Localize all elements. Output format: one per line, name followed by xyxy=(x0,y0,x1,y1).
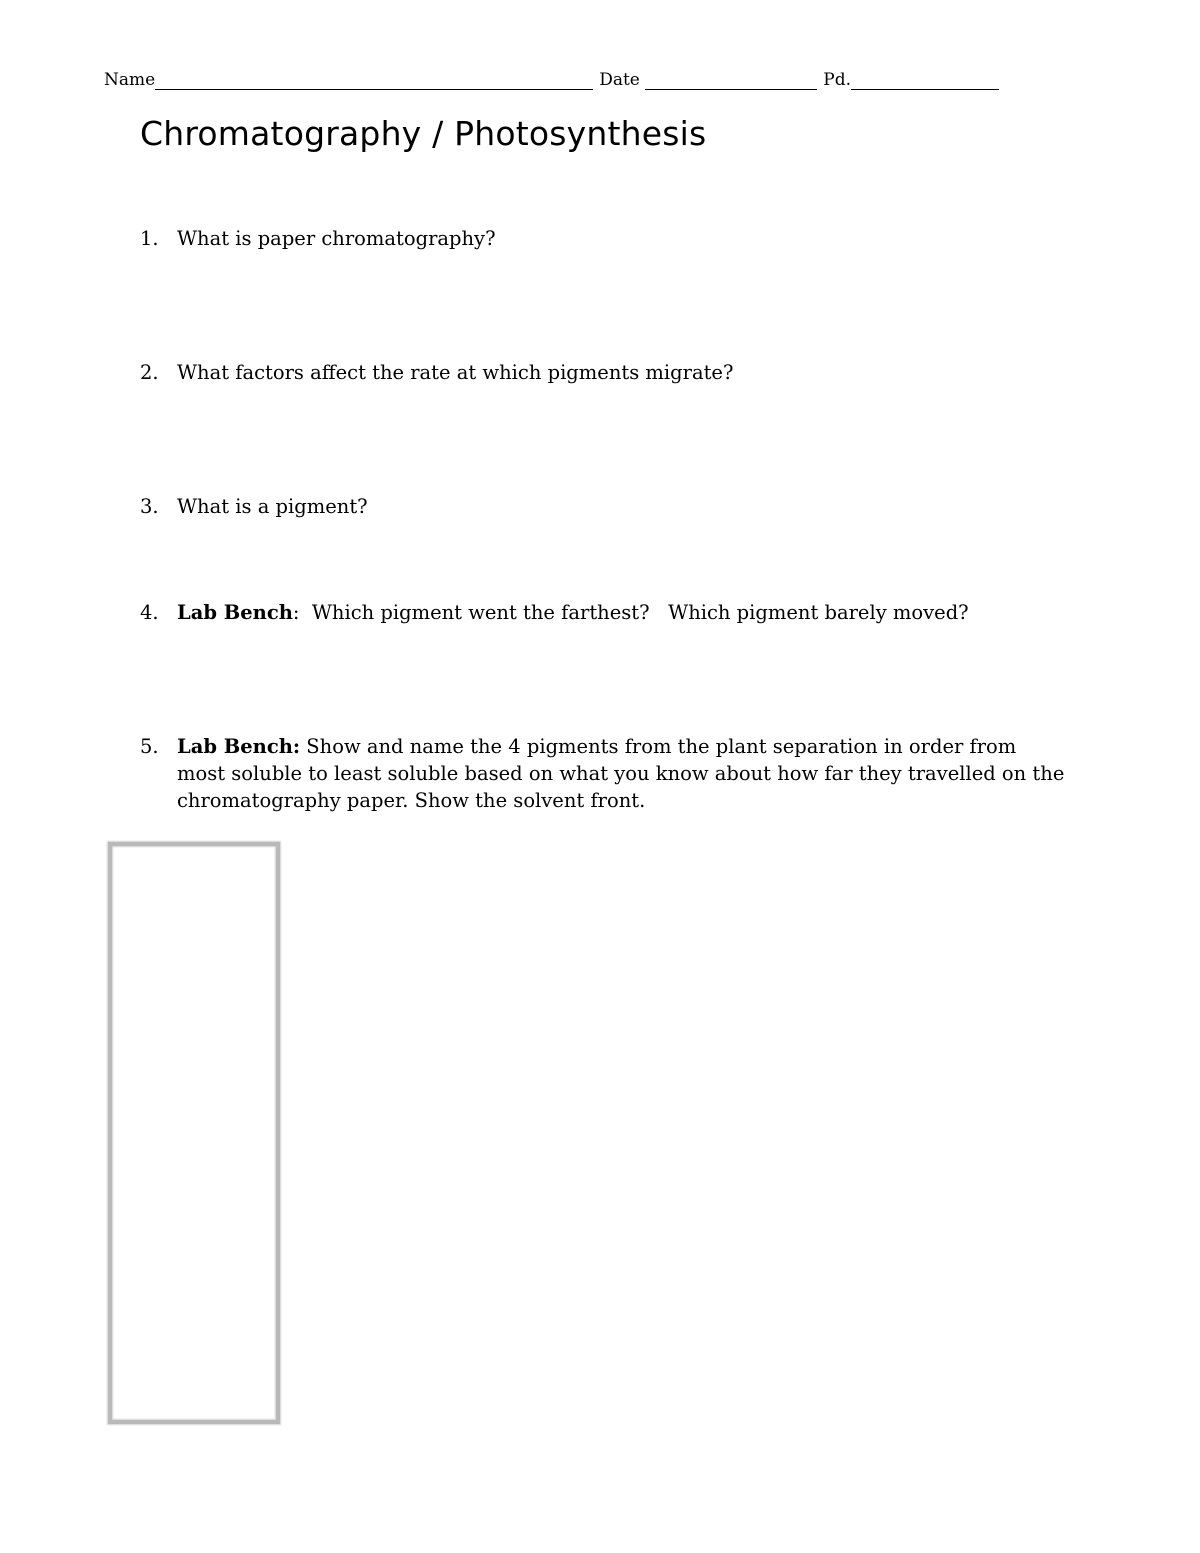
question-text xyxy=(177,359,1070,386)
question-4 xyxy=(140,599,1070,626)
question-text xyxy=(177,225,1070,252)
period-blank[interactable] xyxy=(851,71,999,90)
question-number: 3. xyxy=(140,495,159,518)
question-body: What is a pigment? xyxy=(177,495,368,518)
question-text xyxy=(177,599,1070,626)
question-number: 2. xyxy=(140,361,159,384)
question-1 xyxy=(140,225,1070,252)
question-2 xyxy=(140,359,1070,386)
question-text xyxy=(177,733,1070,814)
period-label: Pd. xyxy=(823,70,852,90)
name-label: Name xyxy=(104,70,156,90)
question-number: 1. xyxy=(140,227,159,250)
question-3 xyxy=(140,493,1070,520)
question-number: 5. xyxy=(140,735,159,758)
chromatography-strip-drawing-box[interactable] xyxy=(108,842,280,1424)
name-blank[interactable] xyxy=(155,71,593,90)
date-blank[interactable] xyxy=(645,71,817,90)
question-body: What factors affect the rate at which pigments migrate? xyxy=(177,361,734,384)
page-title: Chromatography / Photosynthesis xyxy=(140,114,707,153)
question-number: 4. xyxy=(140,601,159,624)
question-5 xyxy=(140,733,1070,814)
student-info-line xyxy=(104,70,1014,90)
question-text xyxy=(177,493,1070,520)
question-bold-lead: Lab Bench: xyxy=(177,735,301,758)
date-label: Date xyxy=(599,70,640,90)
question-body: Show and name the 4 pigments from the plant separation in order from most soluble to least soluble based on what you know about how far they travelled on the chromatography paper. Show the solvent front. xyxy=(177,735,1071,812)
question-body: : Which pigment went the farthest? Which pigment barely moved? xyxy=(292,601,969,624)
question-body: What is paper chromatography? xyxy=(177,227,496,250)
question-bold-lead: Lab Bench xyxy=(177,601,293,624)
